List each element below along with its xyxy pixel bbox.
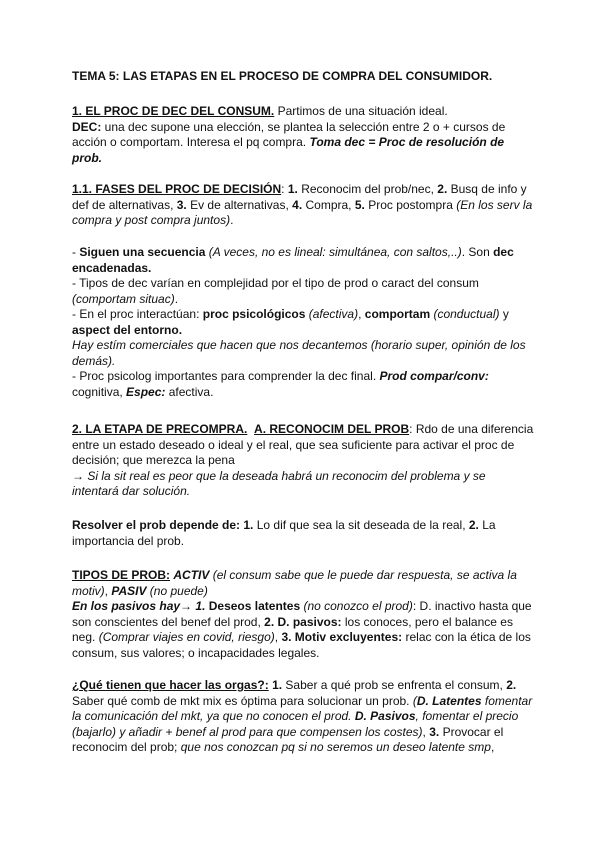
key-idea: Toma dec = Proc de resolución de prob. (72, 135, 505, 165)
section-heading: 1. EL PROC DE DEC DEL CONSUM. (72, 104, 275, 118)
arrow-icon: → (180, 599, 196, 613)
document-title: TEMA 5: LAS ETAPAS EN EL PROCESO DE COMPRA DEL CONSUMIDOR. (72, 69, 493, 83)
section-heading: 1.1. FASES DEL PROC DE DECISIÓN (72, 182, 282, 196)
section-heading: ¿Qué tienen que hacer las orgas?: (72, 678, 269, 692)
arrow-icon: → (72, 468, 88, 483)
section-resolver: Resolver el prob depende de: 1. Lo dif que sea la sit deseada de la real, 2. La importancia del prob. (72, 518, 496, 548)
section-fases: 1.1. FASES DEL PROC DE DECISIÓN: 1. Reconocim del prob/nec, 2. Busq de info y def de alternativas, 3. Ev de alternativas, 4. Compra, 5. Proc postompra (En los serv la compra y post compra juntos). (72, 182, 533, 227)
section-bullets: - Siguen una secuencia (A veces, no es lineal: simultánea, con saltos,..). Son dec encadenadas. - Tipos de dec varían en complejidad por el tipo de prod o caract del consum (comportam situac). - En el proc interactúan: proc psicológicos (afectiva), comportam (conductual) y aspect del entorno. Hay estím comerciales que hacen que nos decantemos (horario super, opinión de los demás). - Proc psicolog importantes para comprender la dec final. Prod compar/conv: cognitiva, Espec: afectiva. (72, 245, 526, 399)
section-orgas: ¿Qué tienen que hacer las orgas?: 1. Saber a qué prob se enfrenta el consum, 2. Saber qué comb de mkt mix es óptima para solucionar un prob. (D. Latentes fomentar la comunicación del mkt, ya que no conocen el prod. D. Pasivos, fomentar el precio (bajarlo) y añadir + benef al prod para que compensen los costes), 3. Provocar el reconocim del prob; que nos conozcan pq si no seremos un deseo latente smp, (72, 678, 533, 754)
subsection-heading: A. RECONOCIM DEL PROB (254, 422, 410, 436)
section-heading: TIPOS DE PROB: (72, 568, 171, 582)
section-heading: 2. LA ETAPA DE PRECOMPRA. (72, 422, 248, 436)
section-tipos-prob: TIPOS DE PROB: ACTIV (el consum sabe que le puede dar respuesta, se activa la motiv), PASIV (no puede) En los pasivos hay→ 1. Deseos latentes (no conozco el prod): D. inactivo hasta que son conscientes del benef del prod, 2. D. pasivos: los conoces, pero el balance es neg. (Comprar viajes en covid, riesgo), 3. Motiv excluyentes: relac con la ética de los consum, sus valores; o incapacidades legales. (72, 568, 532, 660)
section-proc-dec: 1. EL PROC DE DEC DEL CONSUM. Partimos de una situación ideal. DEC: una dec supone una elección, se plantea la selección entre 2 o + cursos de acción o comportam. Interesa el pq compra. Toma dec = Proc de resolución de prob. (72, 104, 506, 165)
section-precompra: 2. LA ETAPA DE PRECOMPRA. A. RECONOCIM DEL PROB: Rdo de una diferencia entre un estado deseado o ideal y el real, que sea suficiente para activar el proc de decisión; que merezca la pena → Si la sit real es peor que la deseada habrá un reconocim del problema y se intentará dar solución. (72, 422, 534, 498)
dec-label: DEC: (72, 119, 102, 134)
